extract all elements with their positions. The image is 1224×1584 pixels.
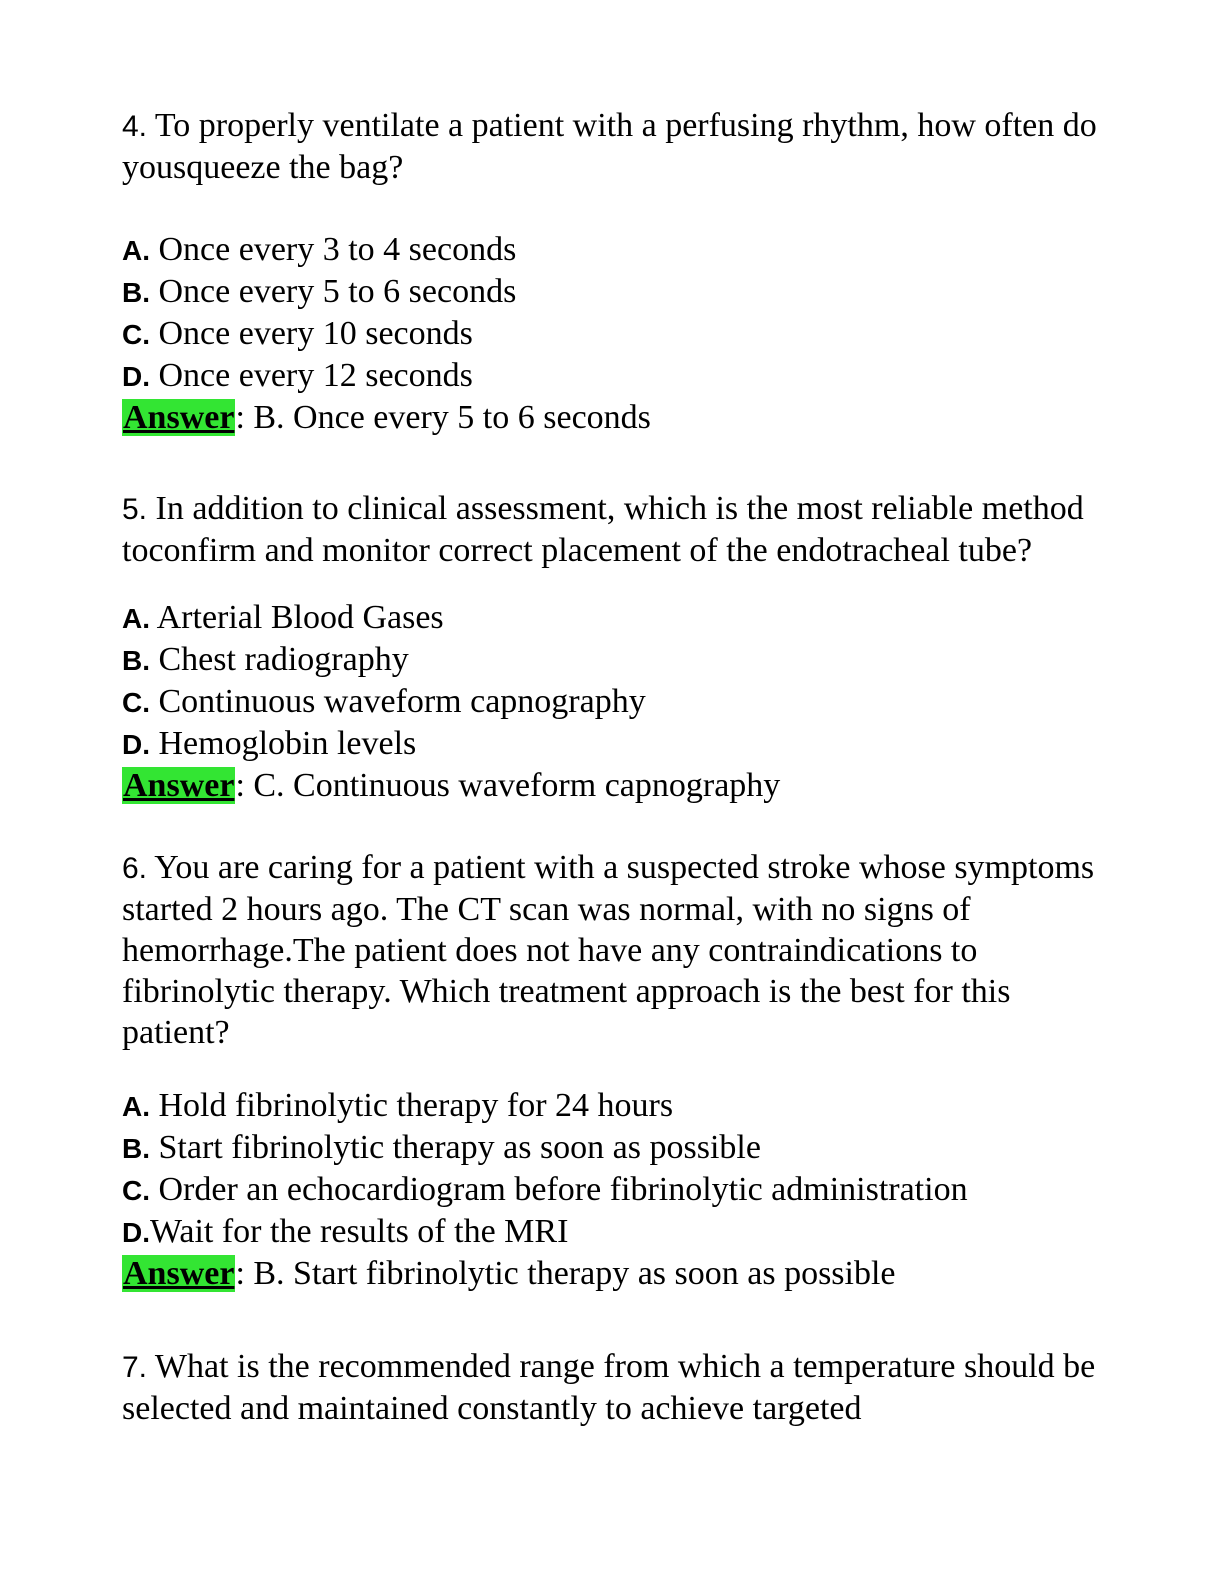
option-text: Wait for the results of the MRI bbox=[150, 1213, 569, 1250]
option-c bbox=[122, 313, 1102, 355]
option-letter: D. bbox=[122, 1217, 150, 1248]
option-letter: C. bbox=[122, 319, 150, 350]
option-text: Hemoglobin levels bbox=[150, 725, 417, 762]
question-block-6 bbox=[122, 847, 1102, 1294]
question-block-7 bbox=[122, 1346, 1102, 1429]
question-text bbox=[122, 105, 1102, 188]
option-a bbox=[122, 1085, 1102, 1127]
option-letter: A. bbox=[122, 1091, 150, 1122]
option-c bbox=[122, 681, 1102, 723]
answer-text: : B. Start fibrinolytic therapy as soon as possible bbox=[235, 1255, 896, 1292]
question-number: 4. bbox=[122, 110, 148, 143]
answer-text: : B. Once every 5 to 6 seconds bbox=[235, 399, 651, 436]
question-block-5 bbox=[122, 488, 1102, 806]
question-number: 5. bbox=[122, 493, 148, 526]
question-text bbox=[122, 488, 1102, 571]
question-text bbox=[122, 1346, 1102, 1429]
option-letter: B. bbox=[122, 645, 150, 676]
option-text: Continuous waveform capnography bbox=[150, 683, 646, 720]
option-letter: A. bbox=[122, 603, 150, 634]
option-b bbox=[122, 271, 1102, 313]
option-letter: A. bbox=[122, 235, 150, 266]
answer-line bbox=[122, 1253, 1102, 1294]
option-letter: C. bbox=[122, 687, 150, 718]
option-letter: B. bbox=[122, 1133, 150, 1164]
question-body: What is the recommended range from which a temperature should be selected and maintained constantly to achieve targeted bbox=[122, 1348, 1096, 1427]
option-text: Once every 3 to 4 seconds bbox=[150, 231, 517, 268]
document-page bbox=[122, 105, 1102, 1429]
option-text: Chest radiography bbox=[150, 641, 409, 678]
question-body: To properly ventilate a patient with a perfusing rhythm, how often do yousqueeze the bag? bbox=[122, 107, 1097, 186]
option-text: Once every 12 seconds bbox=[150, 357, 473, 394]
question-body: You are caring for a patient with a suspected stroke whose symptoms started 2 hours ago. The CT scan was normal, with no signs of hemorrhage.The patient does not have any contraindications to fibrinolytic therapy. Which treatment approach is the best for this patient? bbox=[122, 849, 1095, 1051]
option-a bbox=[122, 597, 1102, 639]
option-a bbox=[122, 229, 1102, 271]
option-text: Order an echocardiogram before fibrinolytic administration bbox=[150, 1171, 968, 1208]
answer-line bbox=[122, 397, 1102, 438]
option-text: Start fibrinolytic therapy as soon as possible bbox=[150, 1129, 761, 1166]
answer-label: Answer bbox=[123, 399, 235, 436]
option-d bbox=[122, 723, 1102, 765]
option-b bbox=[122, 1127, 1102, 1169]
answer-line bbox=[122, 765, 1102, 806]
option-c bbox=[122, 1169, 1102, 1211]
question-body: In addition to clinical assessment, which is the most reliable method toconfirm and monitor correct placement of the endotracheal tube? bbox=[122, 490, 1084, 569]
answer-label: Answer bbox=[123, 1255, 235, 1292]
option-text: Arterial Blood Gases bbox=[150, 599, 444, 636]
option-letter: C. bbox=[122, 1175, 150, 1206]
option-b bbox=[122, 639, 1102, 681]
option-letter: D. bbox=[122, 361, 150, 392]
question-block-4 bbox=[122, 105, 1102, 438]
answer-text: : C. Continuous waveform capnography bbox=[235, 767, 781, 804]
option-text: Hold fibrinolytic therapy for 24 hours bbox=[150, 1087, 674, 1124]
option-text: Once every 5 to 6 seconds bbox=[150, 273, 517, 310]
option-letter: D. bbox=[122, 729, 150, 760]
answer-label: Answer bbox=[123, 767, 235, 804]
question-text bbox=[122, 847, 1102, 1053]
option-text: Once every 10 seconds bbox=[150, 315, 473, 352]
question-number: 6. bbox=[122, 852, 148, 885]
question-number: 7. bbox=[122, 1351, 148, 1384]
option-d bbox=[122, 1211, 1102, 1253]
option-d bbox=[122, 355, 1102, 397]
option-letter: B. bbox=[122, 277, 150, 308]
